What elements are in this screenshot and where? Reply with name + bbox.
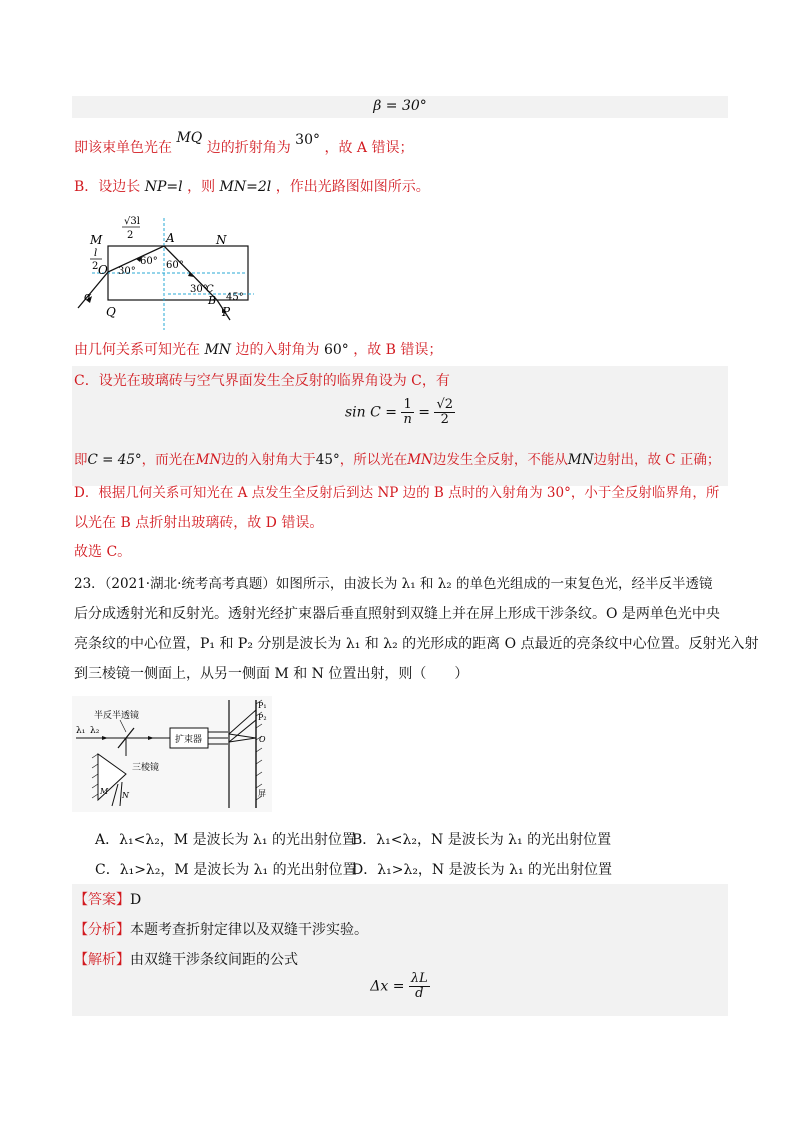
analysis-line: 【分析】本题考查折射定律以及双缝干涉实验。 (74, 922, 368, 938)
svg-text:P₁: P₁ (258, 701, 267, 710)
option-d[interactable]: D．λ₁>λ₂，N 是波长为 λ₁ 的光出射位置 (352, 862, 613, 878)
explanation-c-conclusion: 即C = 45°，而光在MN边的入射角大于45°，所以光在MN边发生全反射，不能从MN边射出，故 C 正确； (74, 452, 721, 468)
svg-text:60°: 60° (140, 256, 158, 267)
svg-text:λ₁: λ₁ (76, 726, 86, 736)
explanation-d-2: 以光在 B 点折射出玻璃砖，故 D 错误。 (74, 515, 324, 531)
light-path-diagram (72, 212, 262, 334)
final-choice: 故选 C。 (74, 544, 132, 560)
svg-text:30°: 30° (190, 284, 208, 295)
svg-text:2: 2 (92, 261, 99, 272)
question-23-line-2: 后分成透射光和反射光。透射光经扩束器后垂直照射到双缝上并在屏上形成干涉条纹。O 是两单色光中央 (74, 606, 720, 622)
explanation-b: B．设边长 NP=l ，则 MN=2l ，作出光路图如图所示。 (74, 179, 430, 195)
svg-text:N: N (216, 233, 227, 247)
svg-text:λ₂: λ₂ (90, 726, 100, 736)
analysis-tag: 【分析】 (74, 922, 130, 938)
svg-text:2: 2 (127, 230, 134, 241)
svg-text:Q: Q (106, 305, 116, 319)
svg-text:P₂: P₂ (258, 713, 267, 722)
answer-value: D (130, 892, 142, 908)
question-23-line-3: 亮条纹的中心位置，P₁ 和 P₂ 分别是波长为 λ₁ 和 λ₂ 的光形成的距离 O 点最近的亮条纹中心位置。反射光入射 (74, 636, 759, 652)
question-23-line-4: 到三棱镜一侧面上，从另一侧面 M 和 N 位置出射，则（ ） (74, 666, 469, 682)
svg-text:45°: 45° (226, 292, 244, 303)
option-b[interactable]: B．λ₁<λ₂，N 是波长为 λ₁ 的光出射位置 (352, 832, 612, 848)
solution-line: 【解析】由双缝干涉条纹间距的公式 (74, 952, 298, 968)
svg-text:B: B (208, 294, 217, 307)
svg-text:l: l (94, 248, 98, 259)
beta-formula: β = 30° (373, 98, 427, 114)
explanation-d-1: D．根据几何关系可知光在 A 点发生全反射后到达 NP 边的 B 点时的入射角为 30°，小于全反射临界角，所 (74, 485, 720, 501)
explanation-c: C．设光在玻璃砖与空气界面发生全反射的临界角设为 C，有 (74, 373, 450, 389)
svg-text:O: O (98, 263, 108, 277)
svg-text:60°: 60° (166, 260, 184, 271)
explanation-b-conclusion: 由几何关系可知光在 MN 边的入射角为 60° ，故 B 错误； (74, 342, 443, 358)
fringe-spacing-formula: Δx = $\frac{\lambda L}{d}$ (370, 971, 428, 1001)
svg-text:C: C (206, 284, 214, 295)
svg-text:√3l: √3l (124, 216, 140, 227)
svg-text:N: N (122, 791, 129, 800)
svg-text:屏: 屏 (258, 789, 266, 798)
svg-text:30°: 30° (118, 266, 136, 277)
svg-text:P: P (222, 305, 231, 319)
svg-text:扩束器: 扩束器 (175, 735, 203, 745)
option-c[interactable]: C．λ₁>λ₂，M 是波长为 λ₁ 的光出射位置 (95, 862, 357, 878)
answer-line (74, 890, 141, 910)
svg-text:A: A (166, 231, 175, 245)
option-a[interactable]: A．λ₁<λ₂，M 是波长为 λ₁ 的光出射位置 (95, 832, 356, 848)
answer-tag: 【答案】 (74, 892, 130, 908)
svg-text:三棱镜: 三棱镜 (132, 763, 160, 773)
solution-tag: 【解析】 (74, 952, 130, 968)
interference-setup-diagram (72, 696, 272, 812)
svg-text:O: O (259, 735, 266, 744)
question-23-line-1: 23．（2021·湖北·统考高考真题）如图所示，由波长为 λ₁ 和 λ₂ 的单色光组成的一束复色光，经半反半透镜 (74, 576, 713, 592)
svg-text:α: α (84, 290, 92, 303)
svg-text:M: M (100, 787, 109, 796)
critical-angle-formula: sin C = $\frac{1}{n}$ = $\frac{√2}{2}$ (344, 397, 454, 427)
svg-text:M: M (90, 233, 103, 247)
svg-text:半反半透镜: 半反半透镜 (94, 711, 140, 721)
explanation-a: 即该束单色光在 MQ 边的折射角为 30° ，故 A 错误； (74, 130, 414, 156)
